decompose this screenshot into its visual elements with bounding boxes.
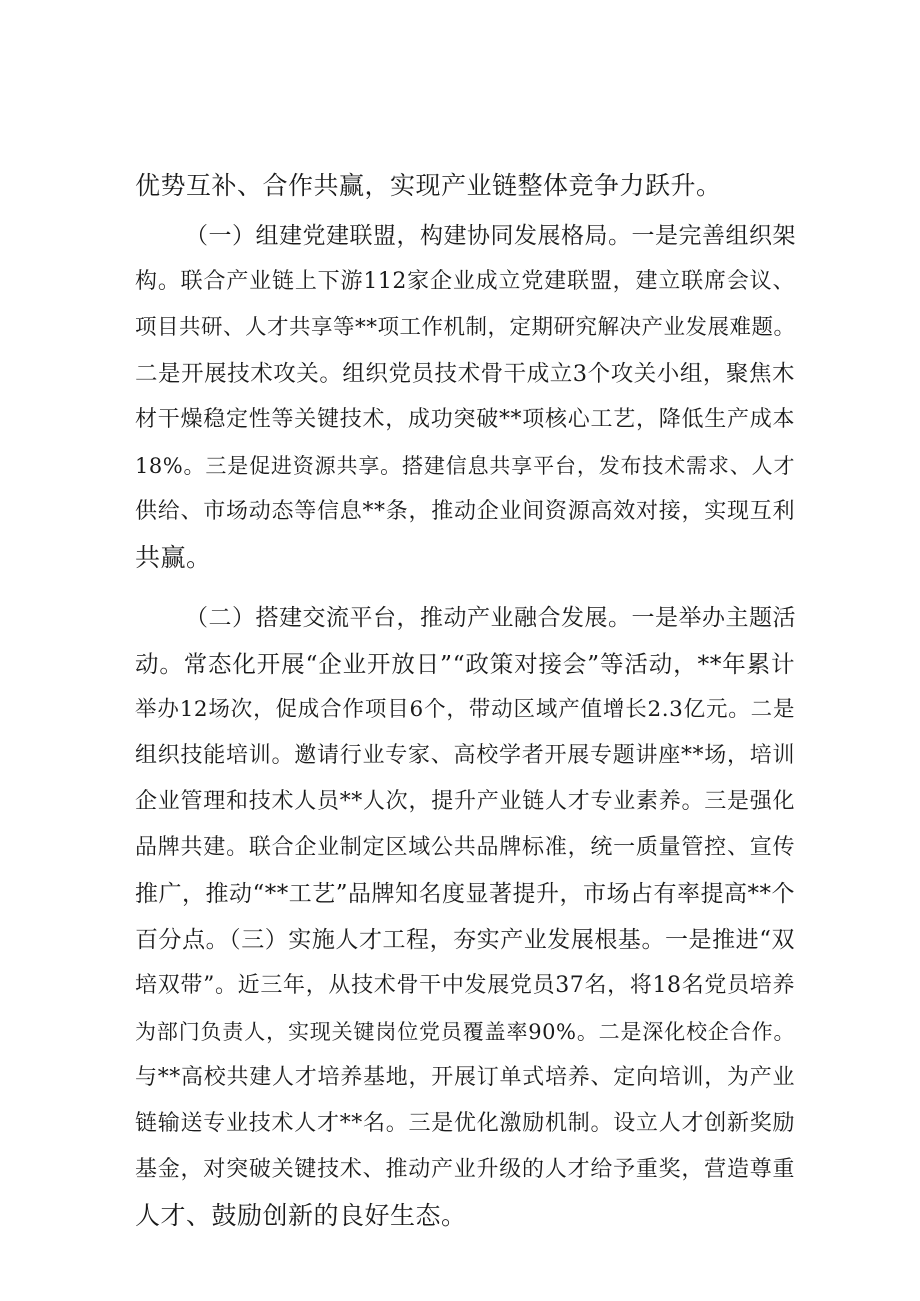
text-line: （一）组建党建联盟，构建协同发展格局。一是完善组织架 xyxy=(185,223,796,249)
text-line: 项目共研、人才共享等**项工作机制，定期研究解决产业发展难题。 xyxy=(135,315,796,340)
text-line: （二）搭建交流平台，推动产业融合发展。一是举办主题活 xyxy=(185,605,796,631)
text-line: 二是开展技术攻关。组织党员技术骨干成立3个攻关小组，聚焦木 xyxy=(135,361,795,387)
text-line: 材干燥稳定性等关键技术，成功突破**项核心工艺，降低生产成本 xyxy=(135,407,795,432)
text-line: 组织技能培训。邀请行业专家、高校学者开展专题讲座**场，培训 xyxy=(135,743,795,768)
text-line: 百分点。（三）实施人才工程，夯实产业发展根基。一是推进“双 xyxy=(135,927,795,953)
text-line: 培双带”。近三年，从技术骨干中发展党员37名，将18名党员培养 xyxy=(135,973,795,998)
text-line: 共赢。 xyxy=(135,543,212,572)
text-line: 18%。三是促进资源共享。搭建信息共享平台，发布技术需求、人才 xyxy=(135,454,795,478)
text-line: 为部门负责人，实现关键岗位党员覆盖率90%。二是深化校企合作。 xyxy=(135,1020,795,1044)
text-line: 链输送专业技术人才**名。三是优化激励机制。设立人才创新奖励 xyxy=(135,1111,795,1136)
text-line: 与**高校共建人才培养基地，开展订单式培养、定向培训，为产业 xyxy=(135,1065,795,1090)
text-line: 推广，推动“**工艺”品牌知名度显著提升，市场占有率提高**个 xyxy=(135,881,796,907)
text-line: 供给、市场动态等信息**条，推动企业间资源高效对接，实现互利 xyxy=(135,499,795,524)
text-line: 品牌共建。联合企业制定区域公共品牌标准，统一质量管控、宣传 xyxy=(135,835,795,860)
text-line: 优势互补、合作共赢，实现产业链整体竞争力跃升。 xyxy=(135,171,722,200)
text-line: 构。联合产业链上下游112家企业成立党建联盟，建立联席会议、 xyxy=(135,269,795,294)
text-line: 举办12场次，促成合作项目6个，带动区域产值增长2.3亿元。二是 xyxy=(135,697,795,722)
text-line: 基金，对突破关键技术、推动产业升级的人才给予重奖，营造尊重 xyxy=(135,1157,795,1182)
text-line: 企业管理和技术人员**人次，提升产业链人才专业素养。三是强化 xyxy=(135,789,795,814)
text-line: 动。常态化开展“企业开放日”“政策对接会”等活动，**年累计 xyxy=(135,650,795,678)
text-line: 人才、鼓励创新的良好生态。 xyxy=(135,1201,467,1230)
